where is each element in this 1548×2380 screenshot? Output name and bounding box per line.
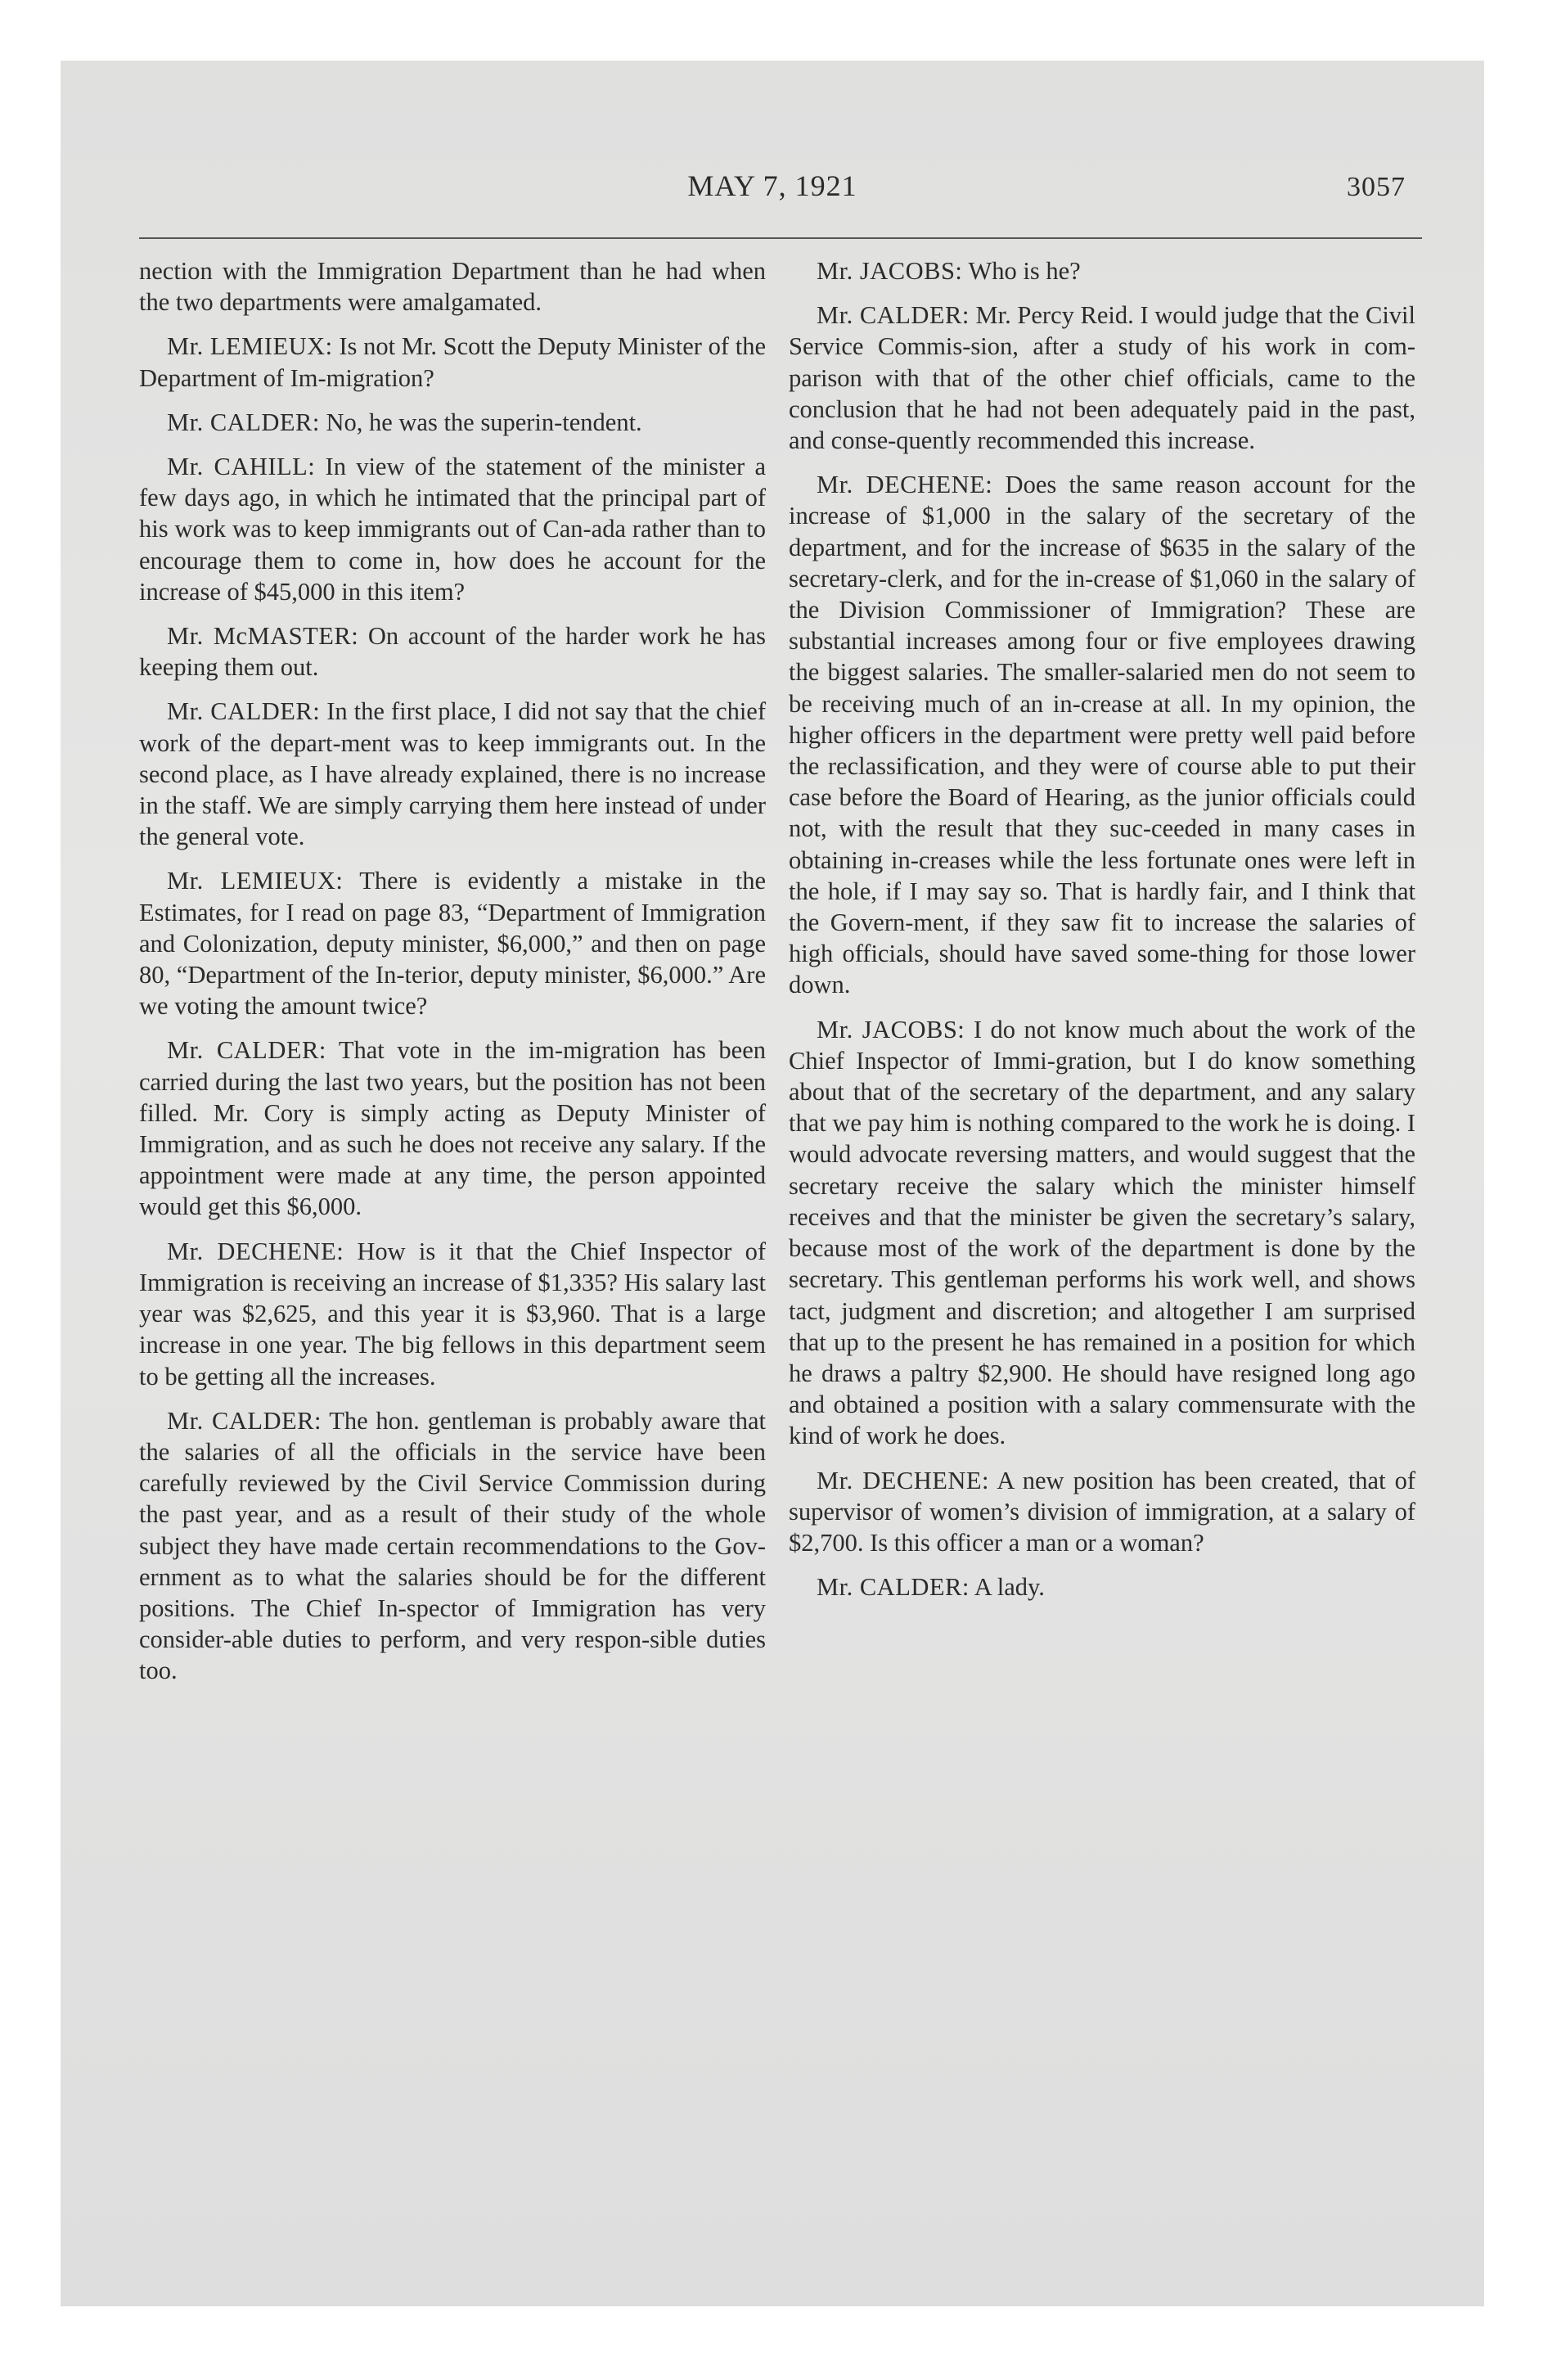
speech-paragraph — [139, 696, 766, 852]
right-column — [789, 255, 1415, 1616]
speech-text: nection with the Immigration Department than he had when the two departments were amalgamated. — [139, 257, 766, 317]
speech-text: How is it that the Chief Inspector of Immigration is receiving an increase of $1,335? His salary last year was $2,625, and this year it is $3,960. That is a large increase in one year. The big fellows in this department seem to be getting all the increases. — [139, 1237, 766, 1391]
speaker-name: Mr. DECHENE: — [817, 1466, 990, 1494]
speaker-name: Mr. CALDER: — [817, 1573, 970, 1602]
speech-paragraph — [139, 255, 766, 318]
speech-paragraph — [139, 1236, 766, 1392]
speech-text: Does the same reason account for the increase of $1,000 in the salary of the secretary of the department, and for the increase of $635 in the salary of the secretary-clerk, and for the in-crease of $1,060 in the salary of the Division Commissioner of Immigration? These are substantial increases among four or five employees drawing the biggest salaries. The smaller-salaried men do not seem to be receiving much of an in-crease at all. In my opinion, the higher officers in the department were pretty well paid before the reclassification, and they were of course able to put their case before the Board of Hearing, as the junior officials could not, with the result that they suc-ceeded in many cases in obtaining in-creases while the less fortunate ones were left in the hole, if I may say so. That is hardly fair, and I think that the Govern-ment, if they saw fit to increase the salaries of high officials, should have saved some-thing for those lower down. — [789, 471, 1416, 999]
speech-paragraph — [789, 1571, 1415, 1602]
left-column — [139, 255, 766, 1700]
speaker-name: Mr. JACOBS: — [817, 257, 963, 285]
speech-paragraph — [789, 300, 1415, 456]
speech-paragraph — [789, 469, 1415, 1000]
speech-text: In view of the statement of the minister a few days ago, in which he intimated that the principal part of his work was to keep immigrants out of Can-ada rather than to encourage them to come in, how does he account for the increase of $45,000 in this item? — [139, 453, 766, 606]
speech-text: In the first place, I did not say that the chief work of the depart-ment was to keep immigrants out. In the second place, as I have already explained, there is no increase in the staff. We are simply carrying them here instead of under the general vote. — [139, 697, 766, 851]
speaker-name: Mr. DECHENE: — [817, 471, 993, 499]
speech-text: That vote in the im-migration has been carried during the last two years, but the position has not been filled. Mr. Cory is simply acting as Deputy Minister of Immigration, and as such he does not receive any salary. If the appointment were made at any time, the person appointed would get this $6,000. — [139, 1036, 766, 1221]
speaker-name: Mr. JACOBS: — [817, 1015, 965, 1044]
speech-paragraph — [139, 1405, 766, 1687]
speaker-name: Mr. McMASTER: — [167, 622, 359, 651]
speech-text: Is not Mr. Scott the Deputy Minister of the Department of Im-migration? — [139, 332, 766, 392]
speech-paragraph — [139, 407, 766, 438]
speech-paragraph — [139, 620, 766, 683]
speaker-name: Mr. CALDER: — [817, 301, 970, 330]
hansard-page — [61, 61, 1484, 2306]
speech-text: There is evidently a mistake in the Estimates, for I read on page 83, “Department of Immigration and Colonization, deputy minister, $6,000,” and then on page 80, “Department of the In-terior, deputy minister, $6,000.” Are we voting the amount twice? — [139, 867, 766, 1021]
scanned-page — [61, 61, 1484, 2306]
speech-text: Mr. Percy Reid. I would judge that the Civil Service Commis-sion, after a study of his work in com-parison with that of the other chief officials, came to the conclusion that he had not been adequately paid in the past, and conse-quently recommended this increase. — [789, 301, 1415, 455]
speaker-name: Mr. CALDER: — [167, 697, 321, 726]
speech-text: On account of the harder work he has keeping them out. — [139, 622, 767, 682]
speaker-name: Mr. CAHILL: — [167, 453, 316, 481]
speech-text: A new position has been created, that of supervisor of women’s division of immigration, at a salary of $2,700. Is this officer a man or a woman? — [789, 1466, 1415, 1557]
speech-text: I do not know much about the work of the Chief Inspector of Immi-gration, but I do know something about that of the secretary of the department, and any salary that we pay him is nothing compared to the work he is doing. I would advocate reversing matters, and would suggest that the secretary receive the salary which the minister himself receives and that the minister be given the secretary’s salary, because most of the work of the department is done by the secretary. This gentleman performs his work well, and shows tact, judgment and discretion; and altogether I am surprised that up to the present he has remained in a position for which he draws a paltry $2,900. He should have resigned long ago and obtained a position with a salary commensurate with the kind of work he does. — [789, 1015, 1416, 1450]
speaker-name: Mr. DECHENE: — [167, 1237, 344, 1265]
page-number: 3057 — [1347, 172, 1406, 202]
page-date: MAY 7, 1921 — [687, 169, 857, 202]
speech-paragraph — [139, 865, 766, 1021]
speech-paragraph — [789, 255, 1415, 286]
speech-paragraph — [789, 1465, 1415, 1559]
speaker-name: Mr. LEMIEUX: — [167, 332, 333, 361]
speech-text: The hon. gentleman is probably aware that the salaries of all the officials in the service have been carefully reviewed by the Civil Service Commission during the past year, and as a result of their study of the whole subject they have made certain recommendations to the Gov-ernment as to what the salaries should be for the different positions. The Chief In-spector of Immigration has very consider-able duties to perform, and very respon-sible duties too. — [139, 1406, 767, 1685]
speech-paragraph — [789, 1014, 1415, 1452]
speech-text: No, he was the superin-tendent. — [326, 408, 642, 436]
speech-text: Who is he? — [968, 257, 1081, 285]
speaker-name: Mr. CALDER: — [167, 408, 320, 436]
speech-text: A lady. — [974, 1573, 1045, 1602]
speaker-name: Mr. LEMIEUX: — [167, 867, 344, 895]
speech-paragraph — [139, 331, 766, 393]
speech-paragraph — [139, 1034, 766, 1222]
speaker-name: Mr. CALDER: — [167, 1406, 322, 1435]
header-divider — [139, 237, 1422, 239]
speaker-name: Mr. CALDER: — [167, 1036, 326, 1065]
speech-paragraph — [139, 451, 766, 607]
